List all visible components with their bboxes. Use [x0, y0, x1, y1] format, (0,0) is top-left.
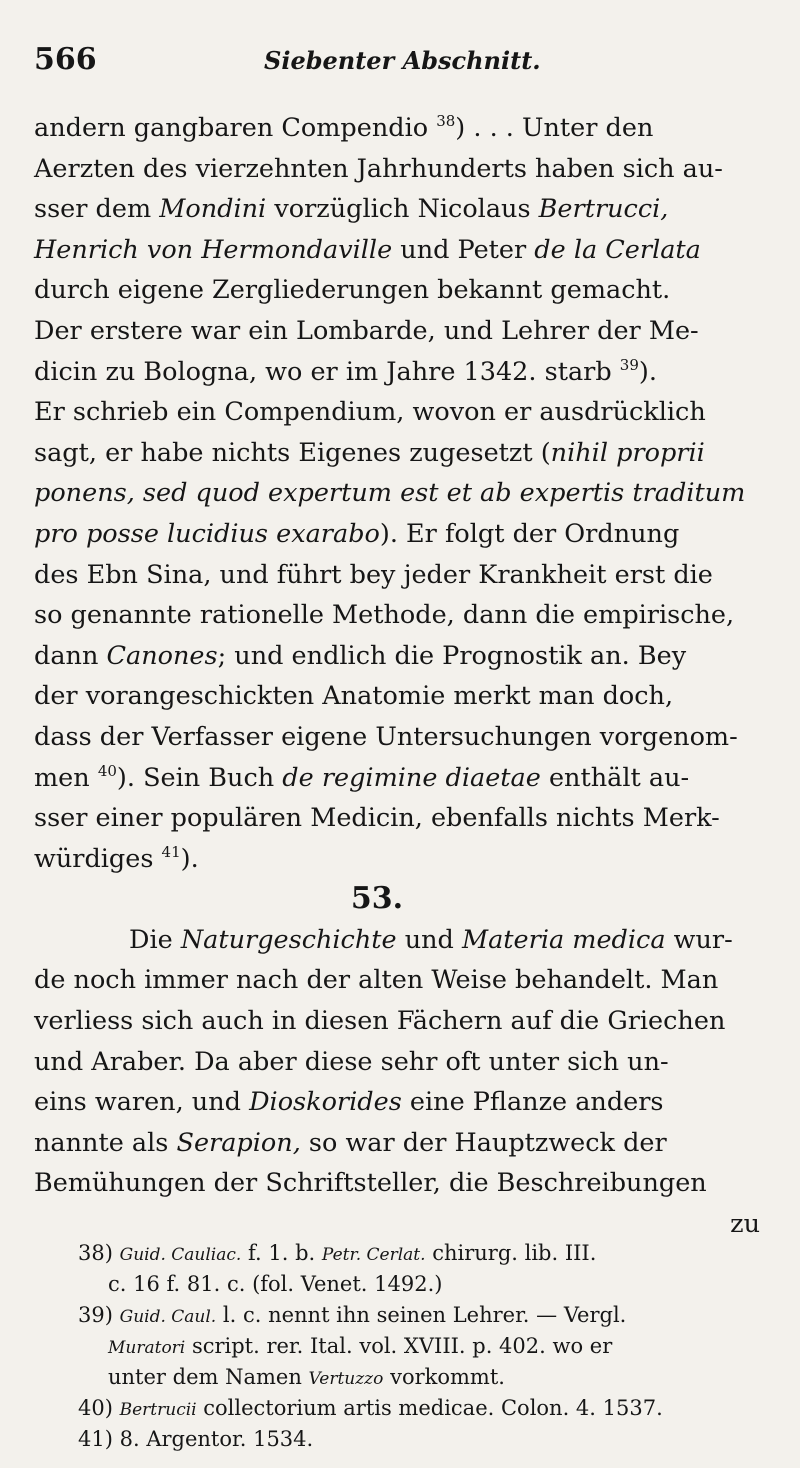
text-line: de noch immer nach der alten Weise behandelt. Man [34, 965, 719, 996]
text-line: dicin zu Bologna, wo er im Jahre 1342. starb $^{39}$). [34, 355, 657, 387]
footnote-ref-38: 38 [436, 112, 456, 130]
footnote-39-cont2: unter dem Namen Vertuzzo vorkommt. [108, 1365, 505, 1389]
page-number: 566 [34, 42, 97, 77]
footnote-38-cont: c. 16 f. 81. c. (fol. Venet. 1492.) [108, 1272, 443, 1296]
text-line: verliess sich auch in diesen Fächern auf die Griechen [34, 1006, 726, 1037]
text-line: eins waren, und Dioskorides eine Pflanze anders [34, 1087, 664, 1118]
text-line: so genannte rationelle Methode, dann die empirische, [34, 600, 735, 631]
text-line: men $^{40}$). Sein Buch de regimine diaetae enthält au- [34, 761, 690, 793]
footnote-38: 38) Guid. Cauliac. f. 1. b. Petr. Cerlat. chirurg. lib. III. [78, 1241, 597, 1265]
text-line: sser dem Mondini vorzüglich Nicolaus Bertrucci, [34, 194, 669, 225]
footnote-ref-41: 41 [161, 842, 181, 861]
footnote-39-cont: Muratori script. rer. Ital. vol. XVIII. p. 402. wo er [108, 1334, 613, 1358]
catchword: zu [730, 1209, 760, 1240]
text-line: Henrich von Hermondaville und Peter de la Cerlata [34, 234, 701, 265]
text-line: Die Naturgeschichte und Materia medica wur- [129, 924, 733, 955]
text-line: der vorangeschickten Anatomie merkt man doch, [34, 681, 674, 712]
text-line: und Araber. Da aber diese sehr oft unter sich un- [34, 1046, 669, 1077]
text-line: ponens, sed quod expertum est et ab expertis traditum [34, 478, 746, 509]
text-line: durch eigene Zergliederungen bekannt gemacht. [34, 275, 671, 306]
text-line: würdiges $^{41}$). [34, 842, 199, 874]
text-line: pro posse lucidius exarabo). Er folgt der Ordnung [34, 518, 680, 549]
footnote-39: 39) Guid. Caul. l. c. nennt ihn seinen Lehrer. — Vergl. [78, 1303, 627, 1327]
footnote-ref-40: 40 [97, 761, 117, 780]
text-line: des Ebn Sina, und führt bey jeder Krankheit erst die [34, 559, 713, 590]
page-header [34, 42, 760, 86]
text-line: Der erstere war ein Lombarde, und Lehrer der Me- [34, 315, 699, 346]
text-line: sagt, er habe nichts Eigenes zugesetzt (nihil proprii [34, 437, 705, 468]
main-text [34, 108, 760, 1245]
section-number: 53. [350, 881, 404, 917]
text-line: Er schrieb ein Compendium, wovon er ausdrücklich [34, 397, 706, 428]
running-head: Siebenter Abschnitt. [264, 46, 541, 75]
text-line: nannte als Serapion, so war der Hauptzweck der [34, 1127, 667, 1158]
text-line: Aerzten des vierzehnten Jahrhunderts haben sich au- [34, 153, 723, 184]
footnote-41: 41) 8. Argentor. 1534. [78, 1427, 314, 1451]
footnote-ref-39: 39 [619, 355, 639, 374]
text-line: andern gangbaren Compendio $^{38}$) . . . Unter den [34, 112, 654, 143]
text-line: Bemühungen der Schriftsteller, die Beschreibungen [34, 1168, 707, 1199]
footnotes [78, 1238, 778, 1455]
text-line: sser einer populären Medicin, ebenfalls nichts Merk- [34, 803, 720, 834]
text-line: dann Canones; und endlich die Prognostik an. Bey [34, 640, 687, 671]
footnote-40: 40) Bertrucii collectorium artis medicae. Colon. 4. 1537. [78, 1396, 663, 1420]
text-line: dass der Verfasser eigene Untersuchungen vorgenom- [34, 721, 738, 752]
